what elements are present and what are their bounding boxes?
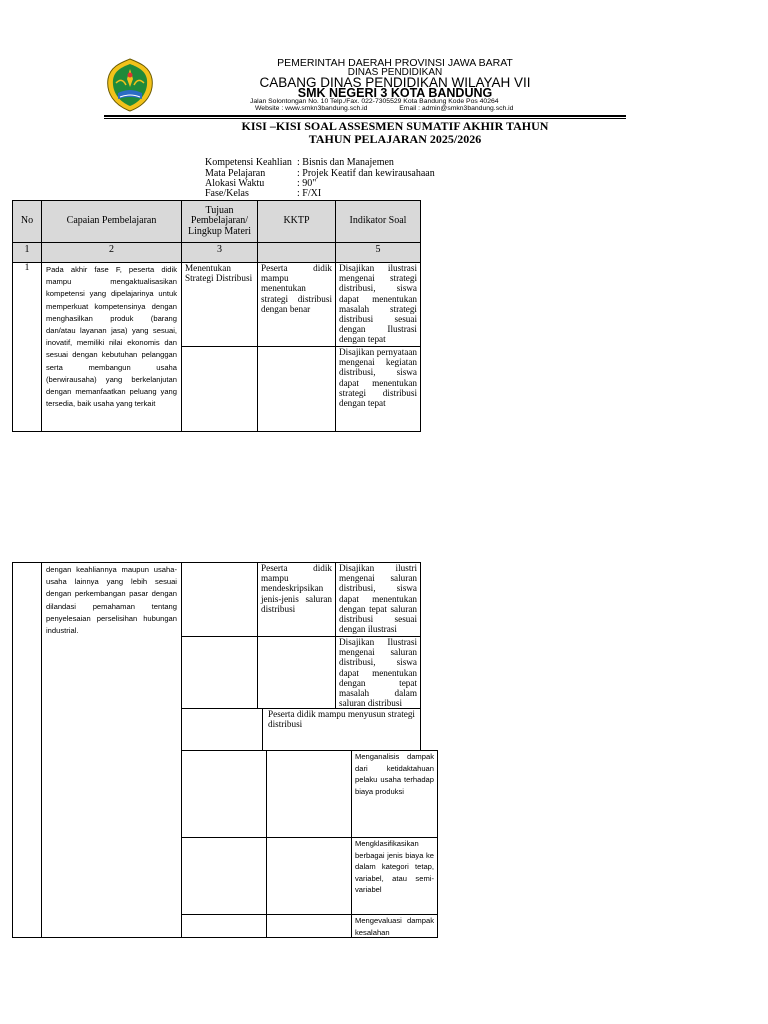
indikator-cell: Disajikan Ilustrasi mengenai saluran distribusi, siswa dapat menentukan dengan tepat masalah dalam saluran distribusi (335, 636, 421, 709)
tujuan-cell-empty (181, 708, 263, 751)
tujuan-cell-empty (181, 750, 267, 838)
indikator-cell: Disajikan ilustri mengenai saluran distribusi, siswa dapat menentukan dengan tepat saluran distribusi sesuai dengan ilustrasi (335, 562, 421, 637)
province-emblem-icon (104, 57, 156, 113)
header-kktp: KKTP (257, 200, 336, 243)
kktp-cell: Peserta didik mampu menentukan strategi distribusi dengan benar (257, 262, 336, 347)
capaian-text-part1: Pada akhir fase F, peserta didik mampu mengaktualisasikan kompetensi yang dipelajarinya untuk memperkuat kompetensinya dengan menghasilkan produk (barang dan/atau layanan jasa) yang sesuai, inovatif, memiliki nilai ekonomis dan sesuai dengan kebutuhan pelanggan serta membangun usaha (berwirausaha) yang berkelanjutan dengan memanfaatkan peluang yang tersedia, baik usaha yang terkait (41, 262, 182, 432)
indikator-cell: Mengklasifikasikan berbagai jenis biaya ke dalam kategori tetap, variabel, atau semi-variabel (351, 837, 438, 915)
letterhead-branch: CABANG DINAS PENDIDIKAN WILAYAH VII (259, 75, 531, 90)
info-value: : Projek Keatif dan kewirausahaan (297, 168, 435, 179)
tujuan-cell-empty (181, 914, 267, 938)
tujuan-cell-empty (181, 837, 267, 915)
letterhead-government: PEMERINTAH DAERAH PROVINSI JAWA BARAT (277, 57, 513, 69)
capaian-text-part2: dengan keahliannya maupun usaha-usaha lainnya yang lebih sesuai dengan perkembangan pasar dengan dilandasi pemahaman tentang penyelesaian perselisihan hubungan industrial. (41, 562, 182, 938)
letterhead-contact (255, 106, 513, 113)
header-no: No (12, 200, 42, 243)
kktp-cell: Peserta didik mampu menyusun strategi distribusi (262, 708, 421, 751)
colnum-3: 3 (181, 242, 258, 263)
document-subtitle: TAHUN PELAJARAN 2025/2026 (308, 132, 482, 146)
info-label: Kompetensi Keahlian (205, 157, 292, 168)
header-tujuan: Tujuan Pembelajaran/ Lingkup Materi (181, 200, 258, 243)
row-no-continued (12, 562, 42, 938)
colnum-4 (257, 242, 336, 263)
tujuan-cell-empty (181, 346, 258, 432)
letterhead-email: Email : admin@smkn3bandung.sch.id (399, 105, 514, 112)
indikator-cell: Disajikan ilustrasi mengenai strategi distribusi, siswa dapat menentukan masalah strategi distribusi sesuai dengan Ilustrasi dengan tepat (335, 262, 421, 347)
header-capaian: Capaian Pembelajaran (41, 200, 182, 243)
kktp-cell-empty (266, 750, 352, 838)
tujuan-cell-empty (181, 636, 258, 709)
kktp-cell-empty (257, 346, 336, 432)
document-title: KISI –KISI SOAL ASSESMEN SUMATIF AKHIR TAHUN (241, 119, 549, 133)
info-label: Alokasi Waktu (205, 178, 265, 189)
kktp-cell: Peserta didik mampu mendeskripsikan jenis-jenis saluran distribusi (257, 562, 336, 637)
letterhead-school: SMK NEGERI 3 KOTA BANDUNG (297, 86, 493, 100)
tujuan-cell-empty (181, 562, 258, 637)
letterhead-rule-thick (104, 115, 626, 117)
kktp-cell-empty (257, 636, 336, 709)
info-value: : Bisnis dan Manajemen (297, 157, 394, 168)
colnum-2: 2 (41, 242, 182, 263)
colnum-5: 5 (335, 242, 421, 263)
header-indikator: Indikator Soal (335, 200, 421, 243)
colnum-1: 1 (12, 242, 42, 263)
indikator-cell: Mengevaluasi dampak kesalahan (351, 914, 438, 938)
indikator-cell: Disajikan pernyataan mengenai kegiatan distribusi, siswa dapat menentukan strategi distribusi dengan tepat (335, 346, 421, 432)
kktp-cell-empty (266, 914, 352, 938)
letterhead-agency: DINAS PENDIDIKAN (347, 67, 443, 78)
letterhead-website: Website : www.smkn3bandung.sch.id (255, 105, 368, 112)
info-label: Mata Pelajaran (205, 168, 266, 179)
tujuan-cell: Menentukan Strategi Distribusi (181, 262, 258, 347)
info-value: : 90" (297, 178, 317, 189)
row-no: 1 (12, 262, 42, 432)
info-value: : F/XI (297, 188, 322, 199)
info-label: Fase/Kelas (205, 188, 249, 199)
letterhead-address: Jalan Solontongan No. 10 Telp./Fax. 022-7305529 Kota Bandung Kode Pos 40264 (250, 98, 499, 105)
indikator-cell: Menganalisis dampak dari ketidaktahuan pelaku usaha terhadap biaya produksi (351, 750, 438, 838)
kktp-cell-empty (266, 837, 352, 915)
